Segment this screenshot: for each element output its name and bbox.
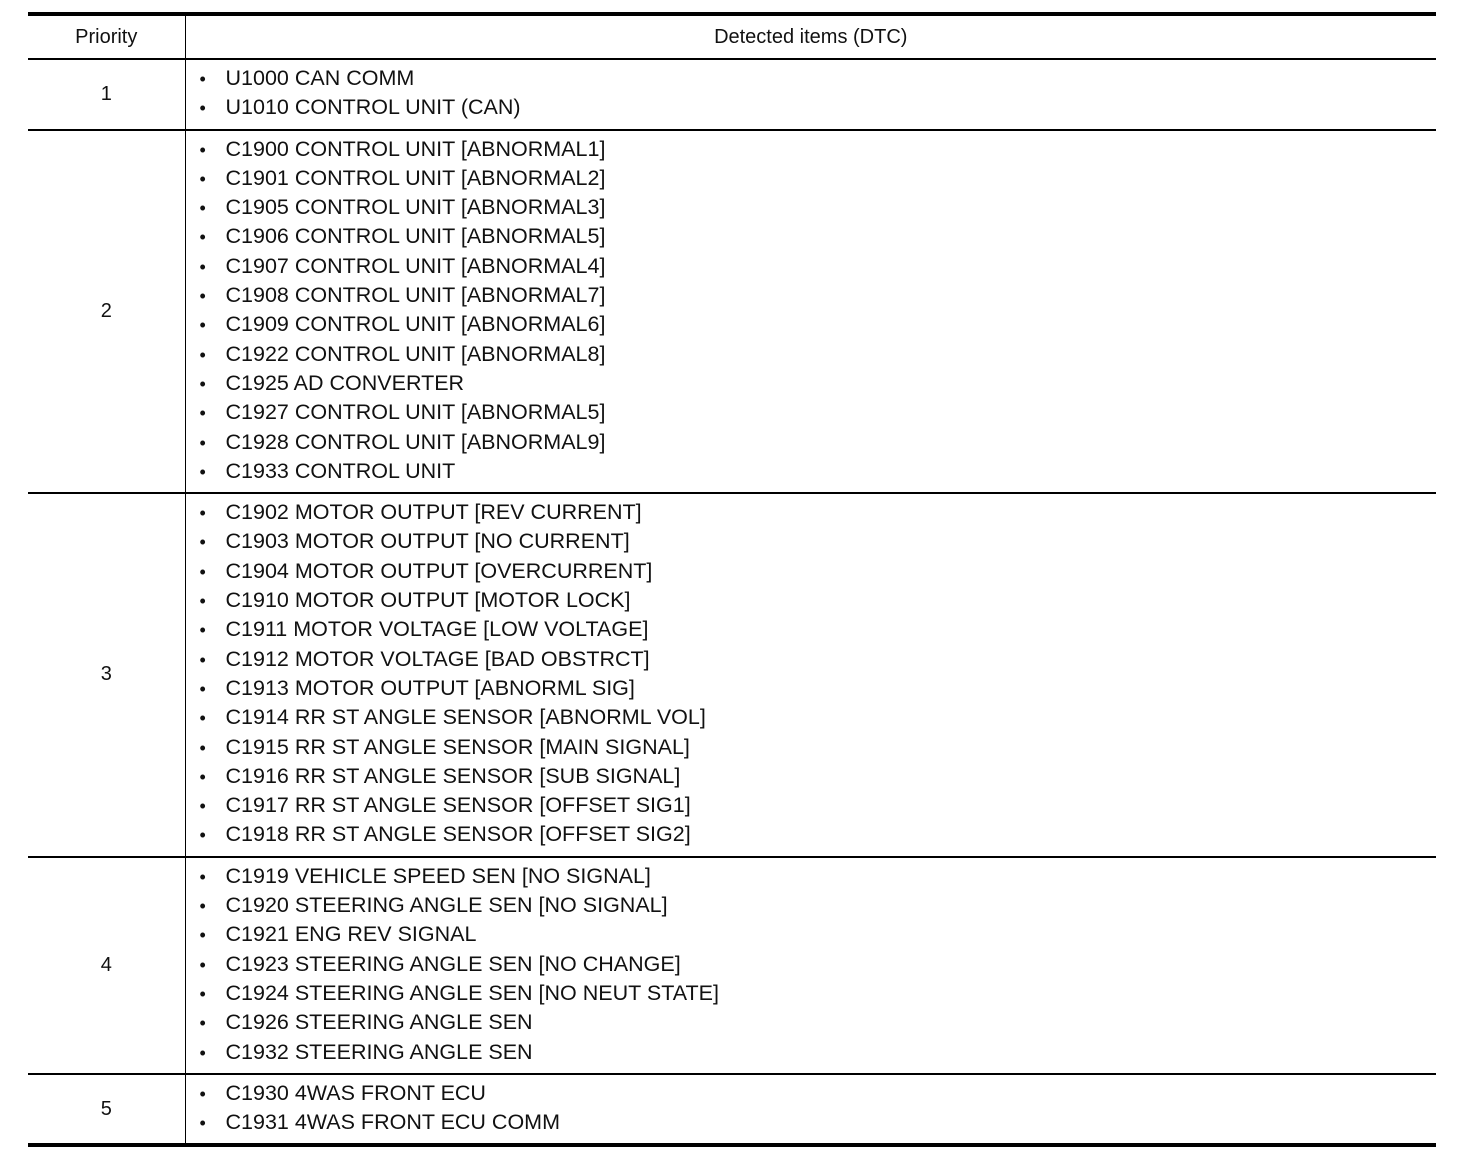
dtc-item-text: U1010 CONTROL UNIT (CAN) — [225, 95, 521, 120]
list-item — [200, 674, 1437, 703]
dtc-item-text: C1900 CONTROL UNIT [ABNORMAL1] — [225, 136, 606, 161]
dtc-priority-table — [28, 12, 1436, 1147]
priority-cell: 4 — [28, 857, 185, 1074]
bullet-icon: • — [199, 139, 206, 160]
bullet-icon: • — [199, 866, 206, 887]
list-item — [200, 920, 1437, 949]
bullet-icon: • — [199, 1042, 206, 1063]
dtc-item-text: C1922 CONTROL UNIT [ABNORMAL8] — [225, 341, 606, 366]
priority-cell: 5 — [28, 1074, 185, 1146]
list-item — [200, 979, 1437, 1008]
bullet-icon: • — [199, 403, 206, 424]
list-item — [200, 1008, 1437, 1037]
bullet-icon: • — [199, 825, 206, 846]
list-item — [200, 398, 1437, 427]
dtc-item-text: C1928 CONTROL UNIT [ABNORMAL9] — [225, 429, 606, 454]
list-item — [200, 1108, 1437, 1137]
bullet-icon: • — [199, 98, 206, 119]
bullet-icon: • — [199, 649, 206, 670]
dtc-item-text: C1914 RR ST ANGLE SENSOR [ABNORML VOL] — [225, 705, 706, 730]
priority-cell: 1 — [28, 59, 185, 130]
dtc-list — [186, 1075, 1437, 1144]
list-item — [200, 862, 1437, 891]
detected-items-cell — [185, 493, 1436, 857]
list-item — [200, 527, 1437, 556]
list-item — [200, 93, 1437, 122]
bullet-icon: • — [199, 69, 206, 89]
table-row — [28, 130, 1436, 494]
bullet-icon: • — [199, 1013, 206, 1034]
dtc-item-text: C1925 AD CONVERTER — [225, 370, 465, 395]
table-header-row — [28, 14, 1436, 59]
list-item — [200, 762, 1437, 791]
dtc-item-text: C1930 4WAS FRONT ECU — [225, 1080, 486, 1105]
bullet-icon: • — [199, 620, 206, 641]
bullet-icon: • — [199, 532, 206, 553]
dtc-item-text: C1927 CONTROL UNIT [ABNORMAL5] — [225, 400, 606, 425]
dtc-item-text: C1902 MOTOR OUTPUT [REV CURRENT] — [225, 500, 642, 525]
bullet-icon: • — [199, 737, 206, 758]
dtc-item-text: C1905 CONTROL UNIT [ABNORMAL3] — [225, 195, 606, 220]
list-item — [200, 586, 1437, 615]
list-item — [200, 820, 1437, 849]
bullet-icon: • — [199, 461, 206, 482]
dtc-list — [186, 494, 1437, 856]
list-item — [200, 281, 1437, 310]
dtc-item-text: C1910 MOTOR OUTPUT [MOTOR LOCK] — [225, 588, 631, 613]
bullet-icon: • — [199, 925, 206, 946]
list-item — [200, 1038, 1437, 1067]
bullet-icon: • — [199, 227, 206, 248]
dtc-item-text: C1909 CONTROL UNIT [ABNORMAL6] — [225, 312, 606, 337]
dtc-item-text: C1906 CONTROL UNIT [ABNORMAL5] — [225, 224, 606, 249]
detected-items-cell — [185, 130, 1436, 494]
list-item — [200, 252, 1437, 281]
dtc-item-text: C1923 STEERING ANGLE SEN [NO CHANGE] — [225, 951, 681, 976]
list-item — [200, 164, 1437, 193]
list-item — [200, 891, 1437, 920]
bullet-icon: • — [199, 983, 206, 1004]
list-item — [200, 950, 1437, 979]
header-detected-items: Detected items (DTC) — [185, 14, 1436, 59]
dtc-item-text: C1933 CONTROL UNIT — [225, 458, 456, 483]
dtc-item-text: C1916 RR ST ANGLE SENSOR [SUB SIGNAL] — [225, 763, 681, 788]
dtc-item-text: U1000 CAN COMM — [225, 66, 415, 90]
dtc-item-text: C1926 STEERING ANGLE SEN — [225, 1010, 533, 1035]
list-item — [200, 498, 1437, 527]
bullet-icon: • — [199, 796, 206, 817]
list-item — [200, 193, 1437, 222]
dtc-item-text: C1904 MOTOR OUTPUT [OVERCURRENT] — [225, 558, 653, 583]
dtc-item-text: C1924 STEERING ANGLE SEN [NO NEUT STATE] — [225, 980, 719, 1005]
list-item — [200, 1079, 1437, 1108]
list-item — [200, 64, 1437, 93]
table-row — [28, 1074, 1436, 1146]
dtc-item-text: C1919 VEHICLE SPEED SEN [NO SIGNAL] — [225, 863, 651, 888]
bullet-icon: • — [199, 678, 206, 699]
detected-items-cell — [185, 59, 1436, 130]
table-row — [28, 59, 1436, 130]
detected-items-cell — [185, 1074, 1436, 1146]
list-item — [200, 645, 1437, 674]
dtc-item-text: C1912 MOTOR VOLTAGE [BAD OBSTRCT] — [225, 646, 650, 671]
table-row — [28, 857, 1436, 1074]
list-item — [200, 369, 1437, 398]
bullet-icon: • — [199, 373, 206, 394]
bullet-icon: • — [199, 432, 206, 453]
dtc-item-text: C1913 MOTOR OUTPUT [ABNORML SIG] — [225, 675, 635, 700]
dtc-item-text: C1911 MOTOR VOLTAGE [LOW VOLTAGE] — [225, 617, 649, 642]
list-item — [200, 428, 1437, 457]
dtc-item-text: C1917 RR ST ANGLE SENSOR [OFFSET SIG1] — [225, 793, 691, 818]
dtc-item-text: C1932 STEERING ANGLE SEN — [225, 1039, 533, 1064]
bullet-icon: • — [199, 315, 206, 336]
dtc-item-text: C1915 RR ST ANGLE SENSOR [MAIN SIGNAL] — [225, 734, 690, 759]
list-item — [200, 340, 1437, 369]
bullet-icon: • — [199, 561, 206, 582]
bullet-icon: • — [199, 1083, 206, 1104]
bullet-icon: • — [199, 766, 206, 787]
dtc-list — [186, 60, 1437, 129]
detected-items-cell — [185, 857, 1436, 1074]
bullet-icon: • — [199, 286, 206, 307]
dtc-item-text: C1921 ENG REV SIGNAL — [225, 922, 477, 947]
dtc-list — [186, 858, 1437, 1073]
priority-cell: 3 — [28, 493, 185, 857]
list-item — [200, 222, 1437, 251]
bullet-icon: • — [199, 708, 206, 729]
bullet-icon: • — [199, 198, 206, 219]
dtc-list — [186, 131, 1437, 493]
table-row — [28, 493, 1436, 857]
bullet-icon: • — [199, 168, 206, 189]
list-item — [200, 703, 1437, 732]
list-item — [200, 615, 1437, 644]
bullet-icon: • — [199, 1113, 206, 1134]
table-body — [28, 59, 1436, 1145]
list-item — [200, 457, 1437, 486]
dtc-item-text: C1901 CONTROL UNIT [ABNORMAL2] — [225, 165, 606, 190]
list-item — [200, 557, 1437, 586]
list-item — [200, 135, 1437, 164]
list-item — [200, 791, 1437, 820]
list-item — [200, 733, 1437, 762]
dtc-item-text: C1907 CONTROL UNIT [ABNORMAL4] — [225, 253, 606, 278]
list-item — [200, 310, 1437, 339]
header-priority: Priority — [28, 14, 185, 59]
dtc-item-text: C1931 4WAS FRONT ECU COMM — [225, 1110, 560, 1135]
bullet-icon: • — [199, 896, 206, 917]
priority-cell: 2 — [28, 130, 185, 494]
bullet-icon: • — [199, 503, 206, 524]
dtc-item-text: C1920 STEERING ANGLE SEN [NO SIGNAL] — [225, 893, 668, 918]
bullet-icon: • — [199, 256, 206, 277]
dtc-item-text: C1918 RR ST ANGLE SENSOR [OFFSET SIG2] — [225, 822, 691, 847]
bullet-icon: • — [199, 344, 206, 365]
bullet-icon: • — [199, 954, 206, 975]
dtc-item-text: C1908 CONTROL UNIT [ABNORMAL7] — [225, 283, 606, 308]
dtc-item-text: C1903 MOTOR OUTPUT [NO CURRENT] — [225, 529, 630, 554]
bullet-icon: • — [199, 591, 206, 612]
